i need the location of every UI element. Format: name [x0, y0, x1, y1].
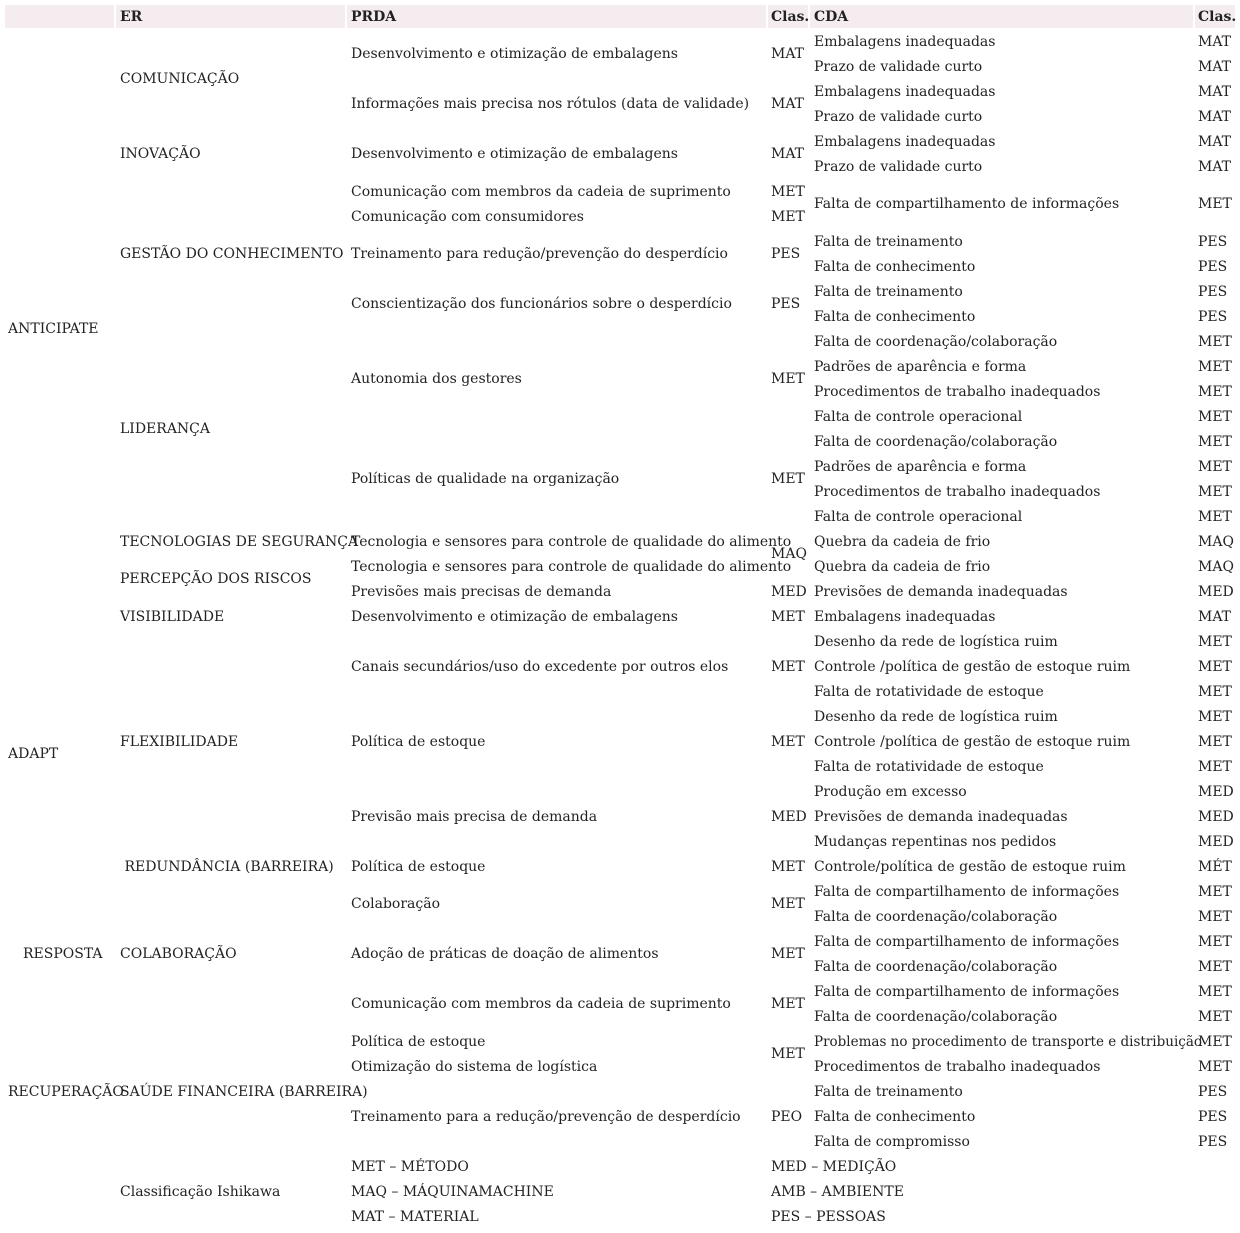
cda-item: Embalagens inadequadas [814, 84, 996, 100]
cda-clas: MAT [1198, 109, 1232, 125]
prda-item: Política de estoque [351, 1034, 486, 1050]
prda-item: Políticas de qualidade na organização [351, 471, 620, 487]
cda-item: Embalagens inadequadas [814, 609, 996, 625]
prda-clas: MET [771, 996, 805, 1012]
er-inovacao: INOVAÇÃO [120, 146, 201, 162]
cda-item: Controle/política de gestão de estoque ruim [814, 859, 1126, 875]
legend-pes: PES – PESSOAS [771, 1209, 886, 1225]
cda-clas: MET [1198, 709, 1232, 725]
cda-clas: MET [1198, 334, 1232, 350]
cda-clas: PES [1198, 1109, 1228, 1125]
er-percepcao-riscos: PERCEPÇÃO DOS RISCOS [120, 571, 312, 587]
phase-recuperacao: RECUPERAÇÃO [8, 1084, 124, 1100]
prda-clas: MAQ [771, 546, 807, 562]
cda-clas: MET [1198, 484, 1232, 500]
cda-clas: MAT [1198, 159, 1232, 175]
cda-clas: MAQ [1198, 534, 1234, 550]
cda-item: Falta de conhecimento [814, 1109, 976, 1125]
cda-item: Previsões de demanda inadequadas [814, 584, 1068, 600]
cda-item: Falta de treinamento [814, 284, 963, 300]
prda-item: Comunicação com consumidores [351, 209, 584, 225]
cda-item: Falta de conhecimento [814, 309, 976, 325]
cda-item: Falta de controle operacional [814, 409, 1023, 425]
cda-clas: MAT [1198, 134, 1232, 150]
phase-anticipate: ANTICIPATE [8, 321, 99, 337]
cda-item: Falta de rotatividade de estoque [814, 759, 1044, 775]
cda-clas: MED [1198, 809, 1234, 825]
cda-clas: MED [1198, 834, 1234, 850]
er-gestao-conhecimento: GESTÃO DO CONHECIMENTO [120, 246, 344, 262]
prda-clas: MET [771, 659, 805, 675]
cda-item: Procedimentos de trabalho inadequados [814, 484, 1101, 500]
prda-clas: MET [771, 859, 805, 875]
cda-clas: MET [1198, 884, 1232, 900]
cda-item: Embalagens inadequadas [814, 34, 996, 50]
cda-clas: MET [1198, 434, 1232, 450]
legend-amb: AMB – AMBIENTE [771, 1184, 904, 1200]
prda-item: Conscientização dos funcionários sobre o desperdício [351, 296, 732, 312]
cda-clas: MET [1198, 409, 1232, 425]
cda-clas: MAQ [1198, 559, 1234, 575]
cda-item: Prazo de validade curto [814, 109, 983, 125]
cda-clas: MET [1198, 196, 1232, 212]
cda-clas: PES [1198, 1134, 1228, 1150]
cda-item: Desenho da rede de logística ruim [814, 709, 1058, 725]
cda-clas: PES [1198, 1084, 1228, 1100]
cda-clas: MET [1198, 684, 1232, 700]
prda-item: Otimização do sistema de logística [351, 1059, 598, 1075]
prda-clas: MED [771, 584, 807, 600]
cda-clas: PES [1198, 309, 1228, 325]
prda-item: Política de estoque [351, 859, 486, 875]
prda-clas: MET [771, 1046, 805, 1062]
cda-item: Falta de coordenação/colaboração [814, 434, 1058, 450]
cda-clas: MET [1198, 759, 1232, 775]
cda-clas: MAT [1198, 609, 1232, 625]
legend-maq: MAQ – MÁQUINAMACHINE [351, 1184, 554, 1200]
legend-med: MED – MEDIÇÃO [771, 1159, 897, 1175]
prda-item: Previsão mais precisa de demanda [351, 809, 598, 825]
prda-item: Colaboração [351, 896, 441, 912]
prda-clas: MAT [771, 146, 805, 162]
cda-clas: MET [1198, 1034, 1232, 1050]
cda-item: Embalagens inadequadas [814, 134, 996, 150]
cda-clas: MAT [1198, 59, 1232, 75]
prda-item: Tecnologia e sensores para controle de qualidade do alimento [351, 559, 792, 575]
prda-item: Desenvolvimento e otimização de embalagens [351, 146, 678, 162]
header-cda: CDA [814, 9, 849, 25]
legend-met: MET – MÉTODO [351, 1159, 469, 1175]
cda-item: Falta de controle operacional [814, 509, 1023, 525]
prda-item: Autonomia dos gestores [351, 371, 522, 387]
prda-clas: PEO [771, 1109, 803, 1125]
prda-clas: MET [771, 896, 805, 912]
cda-item: Padrões de aparência e forma [814, 459, 1027, 475]
prda-item: Canais secundários/uso do excedente por outros elos [351, 659, 729, 675]
prda-item: Desenvolvimento e otimização de embalagens [351, 46, 678, 62]
header-band-phase [5, 5, 114, 28]
er-colaboracao: COLABORAÇÃO [120, 946, 237, 962]
cda-clas: MET [1198, 659, 1232, 675]
cda-clas: MED [1198, 584, 1234, 600]
prda-clas: PES [771, 296, 801, 312]
cda-item: Falta de conhecimento [814, 259, 976, 275]
cda-item: Falta de treinamento [814, 1084, 963, 1100]
er-saude-financeira: SAÚDE FINANCEIRA (BARREIRA) [120, 1084, 368, 1100]
cda-clas: MED [1198, 784, 1234, 800]
cda-item: Falta de coordenação/colaboração [814, 1009, 1058, 1025]
prda-clas: MET [771, 609, 805, 625]
prda-item: Treinamento para redução/prevenção do desperdício [351, 246, 728, 262]
er-flexibilidade: FLEXIBILIDADE [120, 734, 239, 750]
cda-clas: MET [1198, 909, 1232, 925]
header-clas: Clas. [771, 9, 810, 25]
header-prda: PRDA [351, 9, 397, 25]
cda-clas: MET [1198, 959, 1232, 975]
cda-clas: PES [1198, 234, 1228, 250]
prda-clas: MET [771, 471, 805, 487]
cda-clas: MET [1198, 1009, 1232, 1025]
prda-item: Adoção de práticas de doação de alimentos [351, 946, 659, 962]
cda-clas: MET [1198, 734, 1232, 750]
cda-item: Controle /política de gestão de estoque ruim [814, 659, 1131, 675]
cda-item: Falta de rotatividade de estoque [814, 684, 1044, 700]
cda-item: Falta de treinamento [814, 234, 963, 250]
cda-clas: MÉT [1198, 859, 1232, 875]
cda-item: Controle /política de gestão de estoque ruim [814, 734, 1131, 750]
header-band-cda [810, 5, 1193, 28]
cda-item: Prazo de validade curto [814, 59, 983, 75]
prda-clas: MET [771, 209, 805, 225]
prda-clas: MET [771, 946, 805, 962]
header-clas-cda: Clas. [1198, 9, 1237, 25]
prda-clas: MAT [771, 96, 805, 112]
cda-item: Mudanças repentinas nos pedidos [814, 834, 1057, 850]
cda-item: Quebra da cadeia de frio [814, 559, 991, 575]
prda-item: Política de estoque [351, 734, 486, 750]
prda-item: Tecnologia e sensores para controle de qualidade do alimento [351, 534, 792, 550]
prda-item: Treinamento para a redução/prevenção de desperdício [351, 1109, 741, 1125]
cda-item: Falta de compartilhamento de informações [814, 884, 1120, 900]
cda-item: Procedimentos de trabalho inadequados [814, 384, 1101, 400]
header-band-er [116, 5, 345, 28]
cda-item: Falta de coordenação/colaboração [814, 959, 1058, 975]
cda-clas: PES [1198, 259, 1228, 275]
cda-clas: MET [1198, 634, 1232, 650]
cda-item: Prazo de validade curto [814, 159, 983, 175]
er-lideranca: LIDERANÇA [120, 421, 210, 437]
prda-clas: MET [771, 371, 805, 387]
header-er: ER [120, 9, 143, 25]
cda-item: Desenho da rede de logística ruim [814, 634, 1058, 650]
cda-clas: MAT [1198, 34, 1232, 50]
cda-item: Produção em excesso [814, 784, 967, 800]
cda-item: Procedimentos de trabalho inadequados [814, 1059, 1101, 1075]
prda-item: Comunicação com membros da cadeia de suprimento [351, 184, 731, 200]
cda-item: Falta de compartilhamento de informações [814, 934, 1120, 950]
er-tecnologias-seguranca: TECNOLOGIAS DE SEGURANÇA [120, 534, 359, 550]
prda-item: Informações mais precisa nos rótulos (data de validade) [351, 96, 750, 112]
cda-clas: PES [1198, 284, 1228, 300]
cda-item: Problemas no procedimento de transporte e distribuição [814, 1034, 1203, 1050]
prda-item: Previsões mais precisas de demanda [351, 584, 612, 600]
er-comunicacao: COMUNICAÇÃO [120, 71, 240, 87]
legend-title: Classificação Ishikawa [120, 1184, 281, 1200]
prda-clas: MET [771, 734, 805, 750]
cda-clas: MET [1198, 1059, 1232, 1075]
cda-clas: MAT [1198, 84, 1232, 100]
cda-clas: MET [1198, 509, 1232, 525]
cda-item: Falta de coordenação/colaboração [814, 334, 1058, 350]
cda-item: Falta de compromisso [814, 1134, 970, 1150]
er-redundancia: REDUNDÂNCIA (BARREIRA) [120, 859, 334, 875]
phase-resposta: RESPOSTA [23, 946, 103, 962]
prda-item: Comunicação com membros da cadeia de suprimento [351, 996, 731, 1012]
cda-item: Previsões de demanda inadequadas [814, 809, 1068, 825]
prda-clas: MED [771, 809, 807, 825]
cda-clas: MET [1198, 934, 1232, 950]
prda-clas: MAT [771, 46, 805, 62]
prda-clas: MET [771, 184, 805, 200]
cda-clas: MET [1198, 984, 1232, 1000]
cda-item: Quebra da cadeia de frio [814, 534, 991, 550]
prda-clas: PES [771, 246, 801, 262]
phase-adapt: ADAPT [8, 746, 59, 762]
cda-item: Falta de compartilhamento de informações [814, 984, 1120, 1000]
cda-item: Falta de compartilhamento de informações [814, 196, 1120, 212]
legend-mat: MAT – MATERIAL [351, 1209, 479, 1225]
cda-clas: MET [1198, 459, 1232, 475]
cda-clas: MET [1198, 384, 1232, 400]
cda-item: Padrões de aparência e forma [814, 359, 1027, 375]
header-band-prda [347, 5, 766, 28]
cda-item: Falta de coordenação/colaboração [814, 909, 1058, 925]
er-visibilidade: VISIBILIDADE [120, 609, 225, 625]
cda-clas: MET [1198, 359, 1232, 375]
prda-item: Desenvolvimento e otimização de embalagens [351, 609, 678, 625]
